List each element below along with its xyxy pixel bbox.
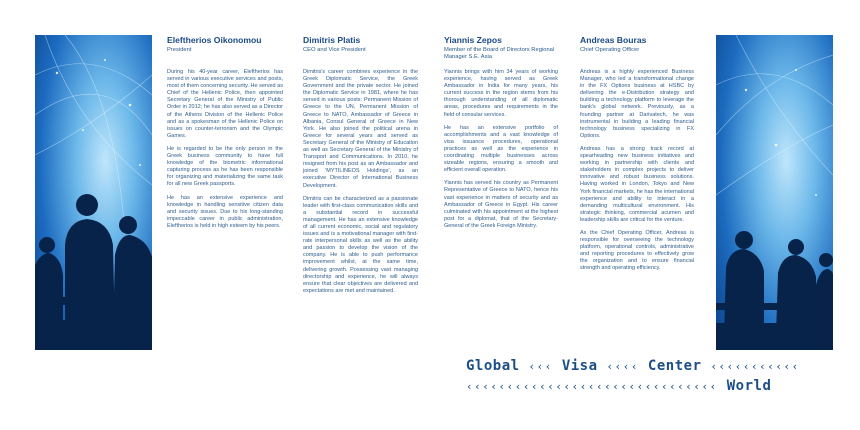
person-role: Chief Operating Officer: [580, 47, 640, 53]
business-meeting-photo-left: [35, 35, 152, 350]
chevron-separator: ‹‹‹‹‹‹‹‹‹‹‹‹‹‹‹‹‹‹‹‹‹‹‹‹‹‹‹‹‹‹‹: [466, 380, 718, 393]
person-name: Eleftherios Oikonomou: [167, 35, 262, 45]
person-bio: [444, 69, 558, 236]
person-name: Andreas Bouras: [580, 35, 647, 45]
bio-paragraph: As the Chief Operating Officer, Andreas is responsible for overseeing the technology platform, operational controls, administrative and reporting procedures to effectively grow the organization and to ensure financial strength and operating efficiency.: [580, 229, 694, 272]
brand-word-center: Center: [647, 358, 702, 374]
bio-paragraph: During his 40-year career, Eleftherios has served in various executive services and posts, most of them concerning security. He served as Chief of the Hellenic Police, then appointed Secretary General of the Ministry of Public Order in 2012; he has also served as a Director of the Athens Division of the Hellenic Police and as a spokesman of the Hellenic Police on issues on counter-terrorism and the Olympic Games.: [167, 69, 283, 139]
bio-paragraph: Yiannis has served his country as Permanent Representative of Greece to NATO, hence his vast experience in matters of security and as Ambassador of Greece in Egypt. His career culminated with his appointment at the highest post for a diplomat, that of the Secretary-General of the Greek Foreign Ministry.: [444, 180, 558, 229]
bio-paragraph: Dimitris's career combines experience in the Greek Diplomatic Service, the Greek Government and the private sector. He joined the Diplomatic Service in 1981, where he has served in various posts: Permanent Mission of Greece to the UN, Permanent Mission of Greece to NATO, Ambassador of Greece in Albania, Consul General of Greece in New York. He also joined the political arena in Greece for several years and served as Secretary General of the Ministry of Education as well as Secretary General of the Ministry of Transport and Communications. In 2010, he resigned from his post as an Ambassador and joined 'MYTILINEOS Holdings', as an executive Director of International Business Development.: [303, 69, 418, 189]
bio-paragraph: He is regarded to be the only person in the Greek business community to have full knowledge of the biometric informational capturing process as he has been responsible for organizing and materializing the same task for all new Greek passports.: [167, 145, 283, 188]
person-role: President: [167, 47, 192, 53]
bio-paragraph: Dimitris can be characterized as a passionate leader with first-class communication skills and a substantial record in successful management. He has an extensive knowledge of all current economic, social and regulatory issues and is a motivational manager with first-rate interpersonal skills as well as the ability and passion to develop the vision of the company. He is able to push performance improvement whilst, at the same time, delivering growth. Possessing vast managing directorship and experience, he will always ensure that clear objectives are delivered and expectations are met and maintained.: [303, 195, 418, 294]
profile-eleftherios-oikonomou: [167, 35, 283, 229]
person-bio: [167, 69, 283, 236]
profile-yiannis-zepos: [444, 35, 558, 229]
bio-paragraph: He has an extensive experience and knowledge in handling sensitive citizen data and security issues. Due to his long-standing impeccable career in public administration, Eleftherios is held in high esteem by his peers.: [167, 194, 283, 229]
profile-andreas-bouras: [580, 35, 694, 272]
brand-word-visa: Visa: [561, 358, 598, 374]
brand-wordmark-line1: [466, 358, 800, 374]
brand-wordmark-line2: [466, 378, 771, 394]
chevron-separator: ‹‹‹‹‹‹‹‹‹‹‹: [710, 360, 800, 373]
bio-paragraph: Andreas has a strong track record at spearheading new business initiatives and working in partnership with clients and stakeholders in complex projects to deliver innovative and robust business solutions. Having worked in London, Tokyo and New York financial markets, he has the international experience and ability to interact in a demanding multicultural environment. His strategic thinking, commercial acumen and leadership skills are critical for the venture.: [580, 145, 694, 223]
profile-dimitris-platis: [303, 35, 418, 294]
person-name: Yiannis Zepos: [444, 35, 502, 45]
brand-word-global: Global: [466, 358, 520, 374]
bio-paragraph: Andreas is a highly experienced Business Manager, who led a transformational change in the FX Options business at HSBC by delivering the e-Distribution strategy and building a technology platform to leverage the bank's global network. Previously, as a founding partner at Darivatech, he was instrumental in building a leading financial technology business specializing in FX Options.: [580, 69, 694, 139]
person-bio: [580, 69, 694, 279]
person-name: Dimitris Platis: [303, 35, 361, 45]
chevron-separator: ‹‹‹‹: [606, 360, 639, 373]
person-bio: [303, 69, 418, 301]
bio-paragraph: He has an extensive portfolio of accomplishments and a vast knowledge of visa issuance procedures, operational practices as well as the experience in coordinating multiple businesses across sizeable regions, ensuring a smooth and efficient overall operation.: [444, 124, 558, 174]
person-role: CEO and Vice President: [303, 47, 366, 53]
bio-paragraph: Yiannis brings with him 34 years of working experience, having served as Greek Ambassador in India for many years, his current success in the region stems from his thorough understanding of all diplomatic areas, procedures and requirements in the field of consular services.: [444, 69, 558, 118]
brand-word-world: World: [726, 378, 772, 394]
chevron-separator: ‹‹‹: [528, 360, 553, 373]
person-role: Member of the Board of Directors Regional Manager S.E. Asia: [444, 47, 555, 60]
business-meeting-photo-right: [716, 35, 833, 350]
